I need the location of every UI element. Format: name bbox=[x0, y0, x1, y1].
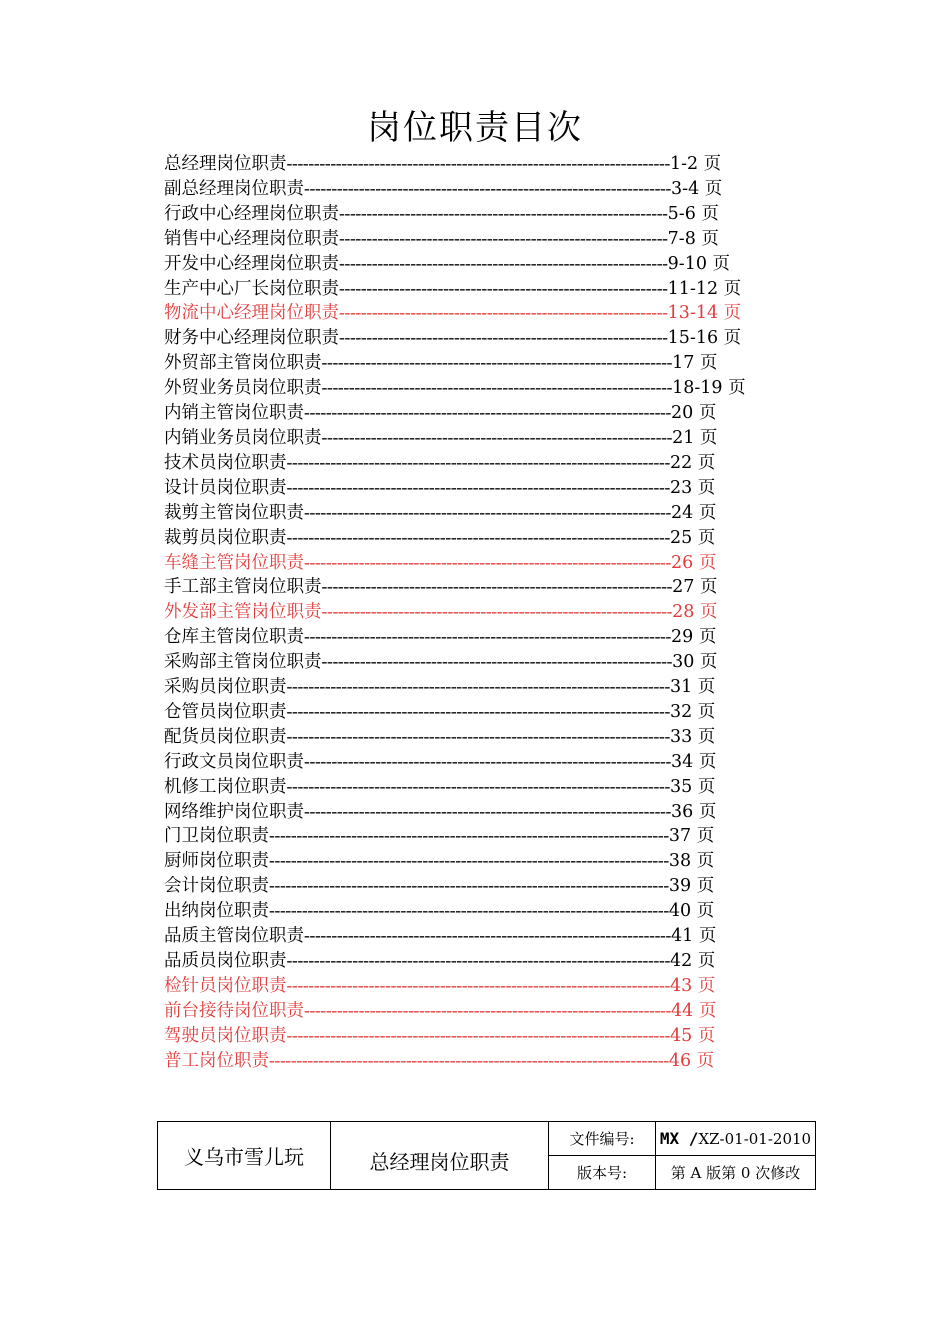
toc-entry[interactable] bbox=[164, 176, 804, 201]
toc-entry-label: 行政文员岗位职责 bbox=[164, 751, 304, 772]
toc-entry[interactable] bbox=[164, 425, 804, 450]
toc-entry-page: 36 页 bbox=[671, 801, 717, 822]
toc-entry-page: 18-19 页 bbox=[672, 378, 746, 399]
table-of-contents bbox=[164, 151, 804, 1073]
toc-entry[interactable] bbox=[164, 998, 804, 1023]
toc-entry-page: 35 页 bbox=[669, 776, 716, 797]
toc-entry-leader: ---------------------------------------------------------------------- bbox=[286, 725, 670, 746]
toc-entry-label: 仓管员岗位职责 bbox=[164, 701, 287, 722]
toc-entry-label: 出纳岗位职责 bbox=[164, 901, 269, 922]
toc-entry[interactable] bbox=[164, 500, 804, 525]
toc-entry-leader: ------------------------------------------------------------ bbox=[339, 252, 668, 273]
toc-entry-label: 设计员岗位职责 bbox=[164, 477, 287, 498]
toc-entry-label: 财务中心经理岗位职责 bbox=[164, 328, 339, 349]
toc-entry[interactable] bbox=[164, 375, 804, 400]
toc-entry-label: 行政中心经理岗位职责 bbox=[164, 203, 339, 224]
toc-entry-label: 普工岗位职责 bbox=[164, 1050, 269, 1071]
toc-entry-page: 21 页 bbox=[672, 427, 718, 448]
toc-entry[interactable] bbox=[164, 674, 804, 699]
toc-entry[interactable] bbox=[164, 973, 804, 998]
toc-entry-label: 机修工岗位职责 bbox=[164, 776, 287, 797]
toc-entry-page: 11-12 页 bbox=[667, 278, 742, 299]
toc-entry-page: 41 页 bbox=[671, 926, 717, 947]
toc-entry-page: 38 页 bbox=[668, 851, 715, 872]
toc-entry-leader: ---------------------------------------------------------------------- bbox=[286, 153, 670, 173]
toc-entry-label: 物流中心经理岗位职责 bbox=[164, 303, 339, 324]
toc-entry-page: 23 页 bbox=[669, 477, 716, 498]
toc-entry-leader: ------------------------------------------------------------------- bbox=[304, 551, 672, 572]
toc-entry[interactable] bbox=[164, 823, 804, 848]
toc-entry-leader: ---------------------------------------------------------------------- bbox=[286, 676, 670, 697]
toc-entry-page: 39 页 bbox=[668, 876, 715, 897]
toc-entry-leader: ------------------------------------------------------------ bbox=[339, 202, 668, 223]
toc-entry-page: 22 页 bbox=[669, 452, 716, 473]
toc-entry-page: 37 页 bbox=[668, 826, 715, 847]
toc-entry-label: 车缝主管岗位职责 bbox=[164, 552, 304, 573]
toc-entry-label: 裁剪员岗位职责 bbox=[164, 527, 287, 548]
toc-entry-label: 技术员岗位职责 bbox=[164, 452, 287, 473]
toc-entry-leader: ---------------------------------------------------------------- bbox=[321, 576, 673, 597]
toc-entry-page: 44 页 bbox=[671, 1000, 717, 1021]
toc-entry-page: 45 页 bbox=[669, 1025, 716, 1046]
toc-entry-label: 采购部主管岗位职责 bbox=[164, 652, 322, 673]
toc-entry-leader: ------------------------------------------------------------------------- bbox=[269, 1049, 669, 1070]
toc-entry[interactable] bbox=[164, 948, 804, 973]
toc-entry[interactable] bbox=[164, 1048, 804, 1073]
toc-entry[interactable] bbox=[164, 475, 804, 500]
toc-entry-page: 25 页 bbox=[669, 527, 716, 548]
toc-entry-leader: ---------------------------------------------------------------- bbox=[321, 651, 673, 672]
toc-entry[interactable] bbox=[164, 1023, 804, 1048]
toc-entry[interactable] bbox=[164, 350, 804, 375]
toc-entry-page: 29 页 bbox=[671, 627, 717, 648]
toc-entry-label: 内销主管岗位职责 bbox=[164, 403, 304, 424]
toc-entry-label: 厨师岗位职责 bbox=[164, 851, 269, 872]
toc-entry[interactable] bbox=[164, 251, 804, 276]
toc-entry[interactable] bbox=[164, 525, 804, 550]
toc-entry-label: 品质员岗位职责 bbox=[164, 951, 287, 971]
toc-entry-leader: ------------------------------------------------------------------- bbox=[304, 800, 672, 821]
toc-entry-page: 5-6 页 bbox=[667, 203, 719, 224]
toc-entry-label: 前台接待岗位职责 bbox=[164, 1000, 304, 1021]
toc-entry-label: 门卫岗位职责 bbox=[164, 826, 269, 847]
file-number-label: 文件编号: bbox=[549, 1122, 656, 1156]
toc-entry-leader: ------------------------------------------------------------ bbox=[339, 227, 668, 248]
toc-entry-label: 外贸部主管岗位职责 bbox=[164, 353, 322, 374]
toc-entry-page: 46 页 bbox=[668, 1050, 715, 1071]
toc-entry-leader: ---------------------------------------------------------------------- bbox=[286, 1024, 670, 1045]
file-number-code: XZ-01-01-2010 bbox=[698, 1130, 812, 1148]
toc-entry-leader: ---------------------------------------------------------------- bbox=[321, 377, 673, 398]
file-number-value bbox=[656, 1122, 816, 1156]
toc-entry[interactable] bbox=[164, 599, 804, 624]
toc-entry-label: 网络维护岗位职责 bbox=[164, 801, 304, 822]
toc-entry[interactable] bbox=[164, 276, 804, 301]
document-title: 总经理岗位职责 bbox=[331, 1122, 549, 1190]
toc-entry-label: 裁剪主管岗位职责 bbox=[164, 502, 304, 523]
toc-entry[interactable] bbox=[164, 450, 804, 475]
toc-entry[interactable] bbox=[164, 873, 804, 898]
toc-entry-page: 42 页 bbox=[669, 951, 716, 971]
toc-entry[interactable] bbox=[164, 624, 804, 649]
toc-entry[interactable] bbox=[164, 649, 804, 674]
toc-entry-page: 43 页 bbox=[669, 975, 716, 996]
toc-entry-leader: ---------------------------------------------------------------------- bbox=[286, 700, 670, 721]
toc-entry-page: 1-2 页 bbox=[669, 154, 722, 174]
toc-entry-leader: ------------------------------------------------------------ bbox=[339, 302, 668, 323]
toc-entry[interactable] bbox=[164, 898, 804, 923]
version-label: 版本号: bbox=[549, 1156, 656, 1190]
toc-entry-page: 24 页 bbox=[671, 502, 717, 523]
toc-entry-leader: ---------------------------------------------------------------- bbox=[321, 601, 673, 622]
toc-entry-leader: ------------------------------------------------------------------------- bbox=[269, 825, 669, 846]
toc-entry-leader: ------------------------------------------------------------------- bbox=[304, 925, 672, 946]
toc-entry-label: 会计岗位职责 bbox=[164, 876, 269, 897]
toc-entry-page: 13-14 页 bbox=[667, 303, 742, 324]
toc-entry-leader: ---------------------------------------------------------------------- bbox=[286, 526, 670, 547]
toc-entry[interactable] bbox=[164, 848, 804, 873]
toc-entry-page: 40 页 bbox=[668, 901, 715, 922]
toc-entry-page: 30 页 bbox=[672, 652, 718, 673]
toc-entry-leader: ------------------------------------------------------------ bbox=[339, 327, 668, 348]
toc-entry-label: 副总经理岗位职责 bbox=[164, 178, 304, 199]
toc-entry-label: 采购员岗位职责 bbox=[164, 677, 287, 698]
toc-entry[interactable] bbox=[164, 325, 804, 350]
toc-entry-leader: ------------------------------------------------------------ bbox=[339, 277, 668, 298]
toc-entry-leader: ------------------------------------------------------------------- bbox=[304, 177, 672, 198]
toc-entry-label: 检针员岗位职责 bbox=[164, 975, 287, 996]
toc-entry-label: 内销业务员岗位职责 bbox=[164, 427, 322, 448]
toc-entry-label: 外贸业务员岗位职责 bbox=[164, 378, 322, 399]
toc-entry-page: 32 页 bbox=[669, 701, 716, 722]
toc-entry-label: 销售中心经理岗位职责 bbox=[164, 228, 339, 249]
toc-entry-leader: ---------------------------------------------------------------------- bbox=[286, 974, 670, 995]
toc-entry-page: 34 页 bbox=[671, 751, 717, 772]
toc-entry-page: 7-8 页 bbox=[667, 228, 719, 249]
toc-entry[interactable] bbox=[164, 699, 804, 724]
toc-entry-page: 20 页 bbox=[671, 403, 717, 424]
toc-entry[interactable] bbox=[164, 923, 804, 948]
toc-entry-leader: ------------------------------------------------------------------- bbox=[304, 501, 672, 522]
toc-entry-leader: ------------------------------------------------------------------------- bbox=[269, 875, 669, 896]
toc-entry[interactable] bbox=[164, 226, 804, 251]
toc-entry-page: 9-10 页 bbox=[667, 253, 731, 274]
toc-entry-leader: ---------------------------------------------------------------- bbox=[321, 426, 673, 447]
toc-entry-label: 总经理岗位职责 bbox=[164, 154, 287, 174]
toc-entry-label: 开发中心经理岗位职责 bbox=[164, 253, 339, 274]
toc-entry[interactable] bbox=[164, 201, 804, 226]
toc-entry-leader: ------------------------------------------------------------------------- bbox=[269, 850, 669, 871]
toc-entry[interactable] bbox=[164, 724, 804, 749]
toc-entry-leader: ------------------------------------------------------------------- bbox=[304, 750, 672, 771]
toc-entry-page: 33 页 bbox=[669, 726, 716, 747]
toc-entry-label: 外发部主管岗位职责 bbox=[164, 602, 322, 623]
toc-entry[interactable] bbox=[164, 400, 804, 425]
toc-entry-label: 生产中心厂长岗位职责 bbox=[164, 278, 339, 299]
page-title: 岗位职责目次 bbox=[367, 108, 583, 148]
toc-entry-page: 3-4 页 bbox=[671, 178, 723, 199]
toc-entry-label: 驾驶员岗位职责 bbox=[164, 1025, 287, 1046]
toc-entry[interactable] bbox=[164, 151, 804, 176]
toc-entry[interactable] bbox=[164, 774, 804, 799]
toc-entry[interactable] bbox=[164, 300, 804, 325]
toc-entry-page: 26 页 bbox=[671, 552, 717, 573]
version-value: 第 A 版第 0 次修改 bbox=[656, 1156, 816, 1190]
toc-entry-page: 28 页 bbox=[672, 602, 718, 623]
toc-entry-label: 仓库主管岗位职责 bbox=[164, 627, 304, 648]
toc-entry-leader: ---------------------------------------------------------------- bbox=[321, 352, 673, 373]
toc-entry-leader: ------------------------------------------------------------------- bbox=[304, 999, 672, 1020]
toc-entry-page: 31 页 bbox=[669, 677, 716, 698]
toc-entry-leader: ---------------------------------------------------------------------- bbox=[286, 775, 670, 796]
toc-entry[interactable] bbox=[164, 749, 804, 774]
toc-entry[interactable] bbox=[164, 799, 804, 824]
toc-entry-leader: ---------------------------------------------------------------------- bbox=[286, 950, 670, 970]
toc-entry[interactable] bbox=[164, 550, 804, 575]
toc-entry-leader: ------------------------------------------------------------------- bbox=[304, 626, 672, 647]
toc-entry-label: 手工部主管岗位职责 bbox=[164, 577, 322, 598]
toc-entry-leader: ------------------------------------------------------------------------- bbox=[269, 900, 669, 921]
toc-entry-leader: ------------------------------------------------------------------- bbox=[304, 402, 672, 423]
toc-entry-label: 品质主管岗位职责 bbox=[164, 926, 304, 947]
document-header-table bbox=[157, 1121, 816, 1190]
toc-entry-page: 27 页 bbox=[672, 577, 718, 598]
toc-entry-leader: ---------------------------------------------------------------------- bbox=[286, 451, 670, 472]
toc-entry-page: 15-16 页 bbox=[667, 328, 742, 349]
toc-entry-label: 配货员岗位职责 bbox=[164, 726, 287, 747]
toc-entry-leader: ---------------------------------------------------------------------- bbox=[286, 476, 670, 497]
toc-entry[interactable] bbox=[164, 574, 804, 599]
toc-entry-page: 17 页 bbox=[672, 353, 718, 374]
company-name: 义乌市雪儿玩 bbox=[158, 1122, 331, 1190]
file-number-prefix: MX / bbox=[659, 1129, 699, 1148]
